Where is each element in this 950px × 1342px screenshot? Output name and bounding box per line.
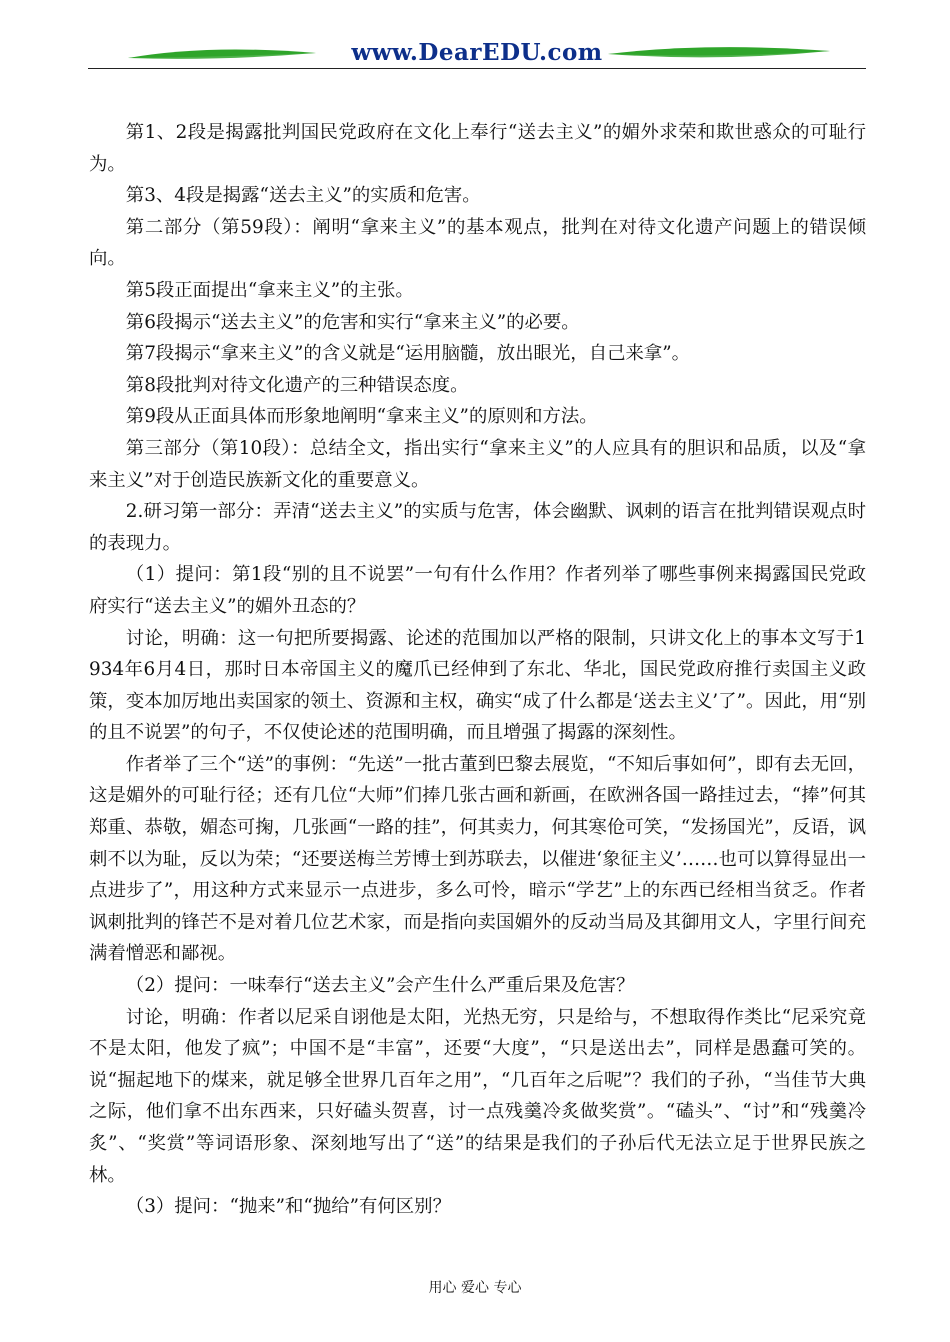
paragraph: （3）提问：“抛来”和“抛给”有何区别？ [125,1196,451,1218]
paragraph: （2）提问：一味奉行“送去主义”会产生什么严重后果及危害？ [125,975,635,997]
page-footer: 用心 爱心 专心 [428,1280,522,1296]
paragraph: 讨论，明确：作者以尼采自诩他是太阳，光热无穷，只是给与，不想取得作类比“尼采究竟不是太阳，他发了疯”；中国不是“丰富”，还要“大度”，“只是送出去”，同样是愚蠢可笑的。说“掘起地下的煤来，就足够全世界几百年之用”，“几百年之后呢”？我们的子孙，“当佳节大典之际，他们拿不出东西来，只好磕头贺喜，讨一点残羹冷炙做奖赏”。“磕头”、“讨”和“残羹冷炙”、“奖赏”等词语形象、深刻地写出了“送”的结果是我们的子孙后代无法立足于世界民族之林。 [89,1006,866,1186]
paragraph: 讨论，明确：这一句把所要揭露、论述的范围加以严格的限制，只讲文化上的事本文写于1934年6月4日，那时日本帝国主义的魔爪已经伸到了东北、华北，国民党政府推行卖国主义政策，变本加厉地出卖国家的领土、资源和主权，确实“成了什么都是‘送去主义’了”。因此，用“别的且不说罢”的句子，不仅使论述的范围明确，而且增强了揭露的深刻性。 [89,627,866,744]
paragraph: 2.研习第一部分：弄清“送去主义”的实质与危害，体会幽默、讽刺的语言在批判错误观点时的表现力。 [89,501,866,554]
paragraph: 第8段批判对待文化遗产的三种错误态度。 [125,374,469,396]
paragraph: 第3、4段是揭露“送去主义”的实质和危害。 [125,185,481,207]
paragraph: 第7段揭示“拿来主义”的含义就是“运用脑髓，放出眼光，自己来拿”。 [125,343,691,365]
paragraph: 第二部分（第59段）：阐明“拿来主义”的基本观点，批判在对待文化遗产问题上的错误倾向。 [89,216,866,270]
header-divider [88,68,866,69]
paragraph: 第5段正面提出“拿来主义”的主张。 [125,279,414,301]
page-header [88,38,866,68]
paragraph: 作者举了三个“送”的事例：“先送”一批古董到巴黎去展览，“不知后事如何”，即有去无回，这是媚外的可耻行径；还有几位“大师”们捧几张古画和新画，在欧洲各国一路挂过去，“捧”何其郑重、恭敬，媚态可掬，几张画“一路的挂”，何其卖力，何其寒伧可笑，“发扬国光”，反语，讽刺不以为耻，反以为荣；“还要送梅兰芳博士到苏联去，以催进‘象征主义’……也可以算得显出一点进步了”，用这种方式来显示一点进步，多么可怜，暗示“学艺”上的东西已经相当贫乏。作者讽刺批判的锋芒不是对着几位艺术家，而是指向卖国媚外的反动当局及其御用文人，字里行间充满着憎恶和鄙视。 [89,753,866,965]
site-logo: www.DearEDU.com [351,39,603,66]
paragraph: （1）提问：第1段“别的且不说罢”一句有什么作用？作者列举了哪些事例来揭露国民党政府实行“送去主义”的媚外丑态的？ [89,564,866,617]
paragraph: 第1、2段是揭露批判国民党政府在文化上奉行“送去主义”的媚外求荣和欺世惑众的可耻行为。 [89,122,866,175]
paragraph: 第9段从正面具体而形象地阐明“拿来主义”的原则和方法。 [125,406,598,428]
paragraph: 第三部分（第10段）：总结全文，指出实行“拿来主义”的人应具有的胆识和品质，以及“拿来主义”对于创造民族新文化的重要意义。 [89,437,866,491]
document-body [89,117,866,1223]
paragraph: 第6段揭示“送去主义”的危害和实行“拿来主义”的必要。 [125,311,580,333]
